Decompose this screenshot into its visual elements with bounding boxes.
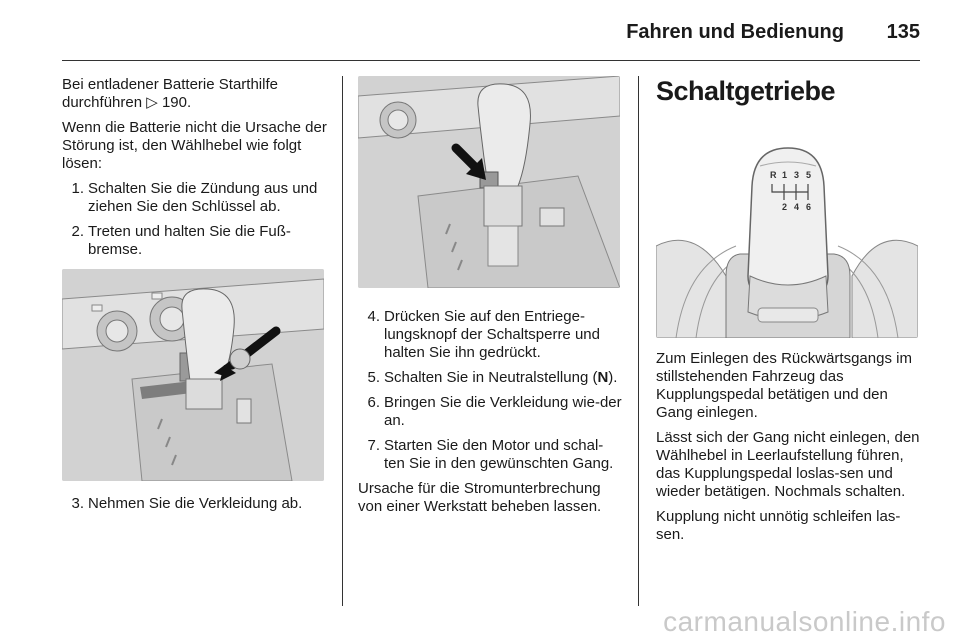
step-5: 5. Schalten Sie in Neutralstellung (N). [367, 369, 618, 386]
console-trim-illustration [62, 269, 324, 481]
paragraph-gear-not-engaging: Lässt sich der Gang nicht einlegen, den Wählhebel in Leerlaufstellung führen, das Kupplungspedal loslas-sen und wieder betätigen. Nochmals schalten. [656, 429, 920, 500]
knob-label-4: 4 [794, 202, 800, 212]
column-3 [656, 76, 920, 551]
knob-label-r: R [770, 170, 777, 180]
watermark: carmanualsonline.info [663, 606, 946, 637]
header-rule [62, 60, 920, 61]
neutral-gear-label: N [597, 369, 609, 386]
figure-release-button [358, 76, 620, 288]
step-4: 4. Drücken Sie auf den Entriege-lungsknopf der Schaltsperre und halten Sie ihn gedrückt. [367, 308, 600, 361]
column-divider-1 [342, 76, 343, 606]
paragraph-reverse-gear: Zum Einlegen des Rückwärtsgangs im stillstehenden Fahrzeug das Kupplungspedal betätigen und den Gang einlegen. [656, 350, 912, 421]
paragraph-clutch-slip: Kupplung nicht unnötig schleifen las-sen. [656, 508, 901, 543]
knob-label-5: 5 [806, 170, 812, 180]
column-divider-2 [638, 76, 639, 606]
step-1: 1. Schalten Sie die Zündung aus und ziehen Sie den Schlüssel ab. [71, 180, 318, 215]
paragraph-release-lever: Wenn die Batterie nicht die Ursache der Störung ist, den Wählhebel wie folgt lösen: [62, 119, 327, 172]
knob-label-1: 1 [782, 170, 788, 180]
step-7: 7. Starten Sie den Motor und schal-ten Sie in den gewünschten Gang. [367, 437, 614, 472]
knob-label-6: 6 [806, 202, 812, 212]
page-reference-link[interactable]: 190. [161, 94, 192, 111]
step-3: 3. Nehmen Sie die Verkleidung ab. [71, 495, 303, 512]
step-6: 6. Bringen Sie die Verkleidung wie-der an. [367, 394, 622, 429]
running-header-title: Fahren und Bedienung [626, 21, 844, 43]
figure-console-trim [62, 269, 324, 481]
gear-knob-illustration [656, 126, 918, 338]
page-number: 135 [886, 21, 920, 43]
column-2 [358, 76, 622, 523]
paragraph-jump-start: Bei entladener Batterie Starthilfe durchführen ▷ 190. [62, 76, 278, 111]
paragraph-workshop: Ursache für die Stromunterbrechung von einer Werkstatt beheben lassen. [358, 480, 602, 515]
knob-label-2: 2 [782, 202, 788, 212]
step-2: 2. Treten und halten Sie die Fuß-bremse. [71, 223, 291, 258]
arrow-reference-icon: ▷ [146, 94, 158, 111]
column-1 [62, 76, 330, 520]
figure-gear-knob [656, 126, 918, 338]
section-heading: Schaltgetriebe [656, 76, 836, 106]
release-button-illustration [358, 76, 620, 288]
knob-label-3: 3 [794, 170, 800, 180]
